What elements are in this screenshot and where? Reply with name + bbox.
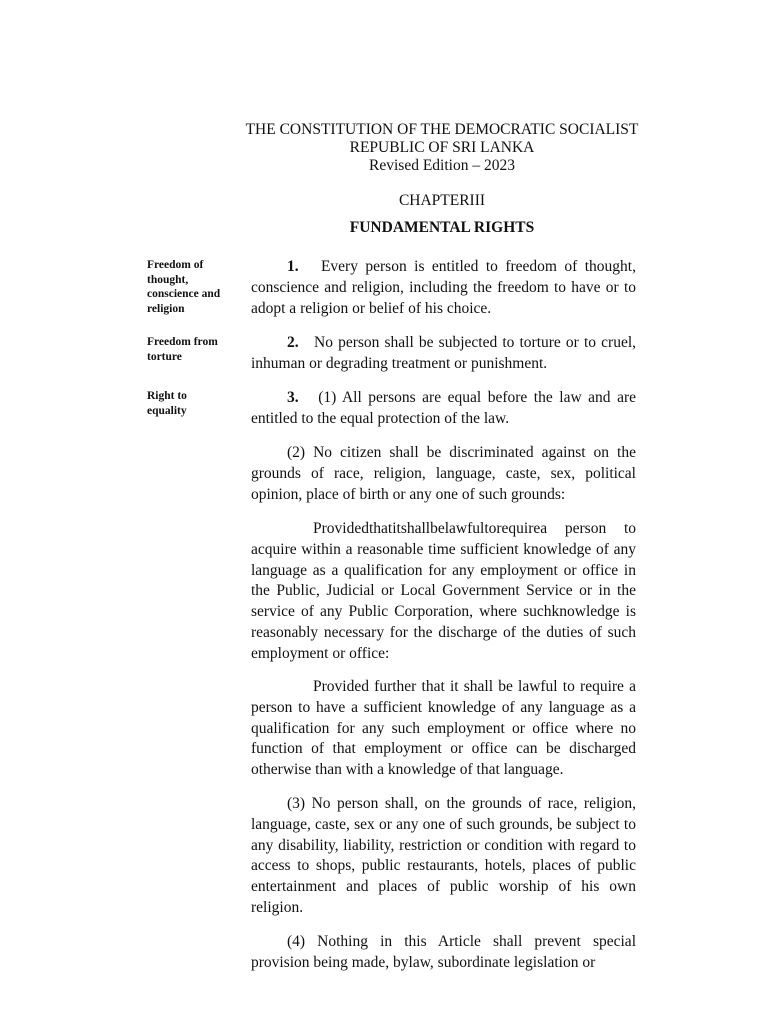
article-2-number: 2.: [287, 334, 299, 351]
article-3-clause-3: [251, 794, 636, 919]
article-1-text: Every person is entitled to freedom of thought, conscience and religion, including the freedom to have or to adopt a religion or belief of his choice.: [251, 258, 636, 317]
document-header: [222, 121, 662, 175]
margin-note-freedom-of-thought: Freedom of thought, conscience and religion: [147, 259, 221, 315]
article-3-number: 3.: [287, 389, 299, 406]
article-3-proviso-2-text: Provided further that it shall be lawful to require a person to have a sufficient knowledge of any language as a qualification for any such employment or office where no function of that employment or office can be discharged otherwise than with a knowledge of that language.: [251, 678, 636, 779]
margin-note-freedom-from-torture: Freedom from torture: [147, 336, 218, 363]
article-3-clause-2: [251, 443, 636, 505]
article-3-clause-1-text: (1) All persons are equal before the law and are entitled to the equal protection of the law.: [251, 389, 636, 427]
header-line-3: Revised Edition – 2023: [369, 157, 515, 174]
header-line-1: THE CONSTITUTION OF THE DEMOCRATIC SOCIALIST: [245, 121, 639, 138]
article-3-proviso-1: [251, 519, 636, 665]
header-line-2: REPUBLIC OF SRI LANKA: [349, 139, 535, 156]
margin-note-right-to-equality: Right to equality: [147, 390, 187, 417]
chapter-heading: CHAPTERIII: [398, 192, 486, 209]
article-3-clause-4-text: (4) Nothing in this Article shall prevent special provision being made, bylaw, subordinate legislation or: [251, 933, 636, 971]
article-1-number: 1.: [287, 258, 299, 275]
article-3-proviso-1-text: Providedthatitshallbelawfultorequirea person to acquire within a reasonable time sufficient knowledge of any language as a qualification for any employment or office in the Public, Judicial or Local Government Service or in the service of any Public Corporation, where suchknowledge is reasonably necessary for the discharge of the duties of such employment or office:: [251, 520, 636, 662]
article-2: [251, 333, 636, 375]
article-1: [251, 257, 636, 319]
article-3-clause-4: [251, 932, 636, 974]
page-title: FUNDAMENTAL RIGHTS: [349, 219, 535, 236]
article-3-clause-1: [251, 388, 636, 430]
article-3-proviso-2: [251, 677, 636, 781]
article-3-clause-2-text: (2) No citizen shall be discriminated against on the grounds of race, religion, language, caste, sex, political opinion, place of birth or any one of such grounds:: [251, 444, 636, 503]
article-3-clause-3-text: (3) No person shall, on the grounds of race, religion, language, caste, sex or any one of such grounds, be subject to any disability, liability, restriction or condition with regard to access to shops, public restaurants, hotels, places of public entertainment and places of public worship of his own religion.: [251, 795, 636, 916]
article-2-text: No person shall be subjected to torture or to cruel, inhuman or degrading treatment or punishment.: [251, 334, 636, 372]
